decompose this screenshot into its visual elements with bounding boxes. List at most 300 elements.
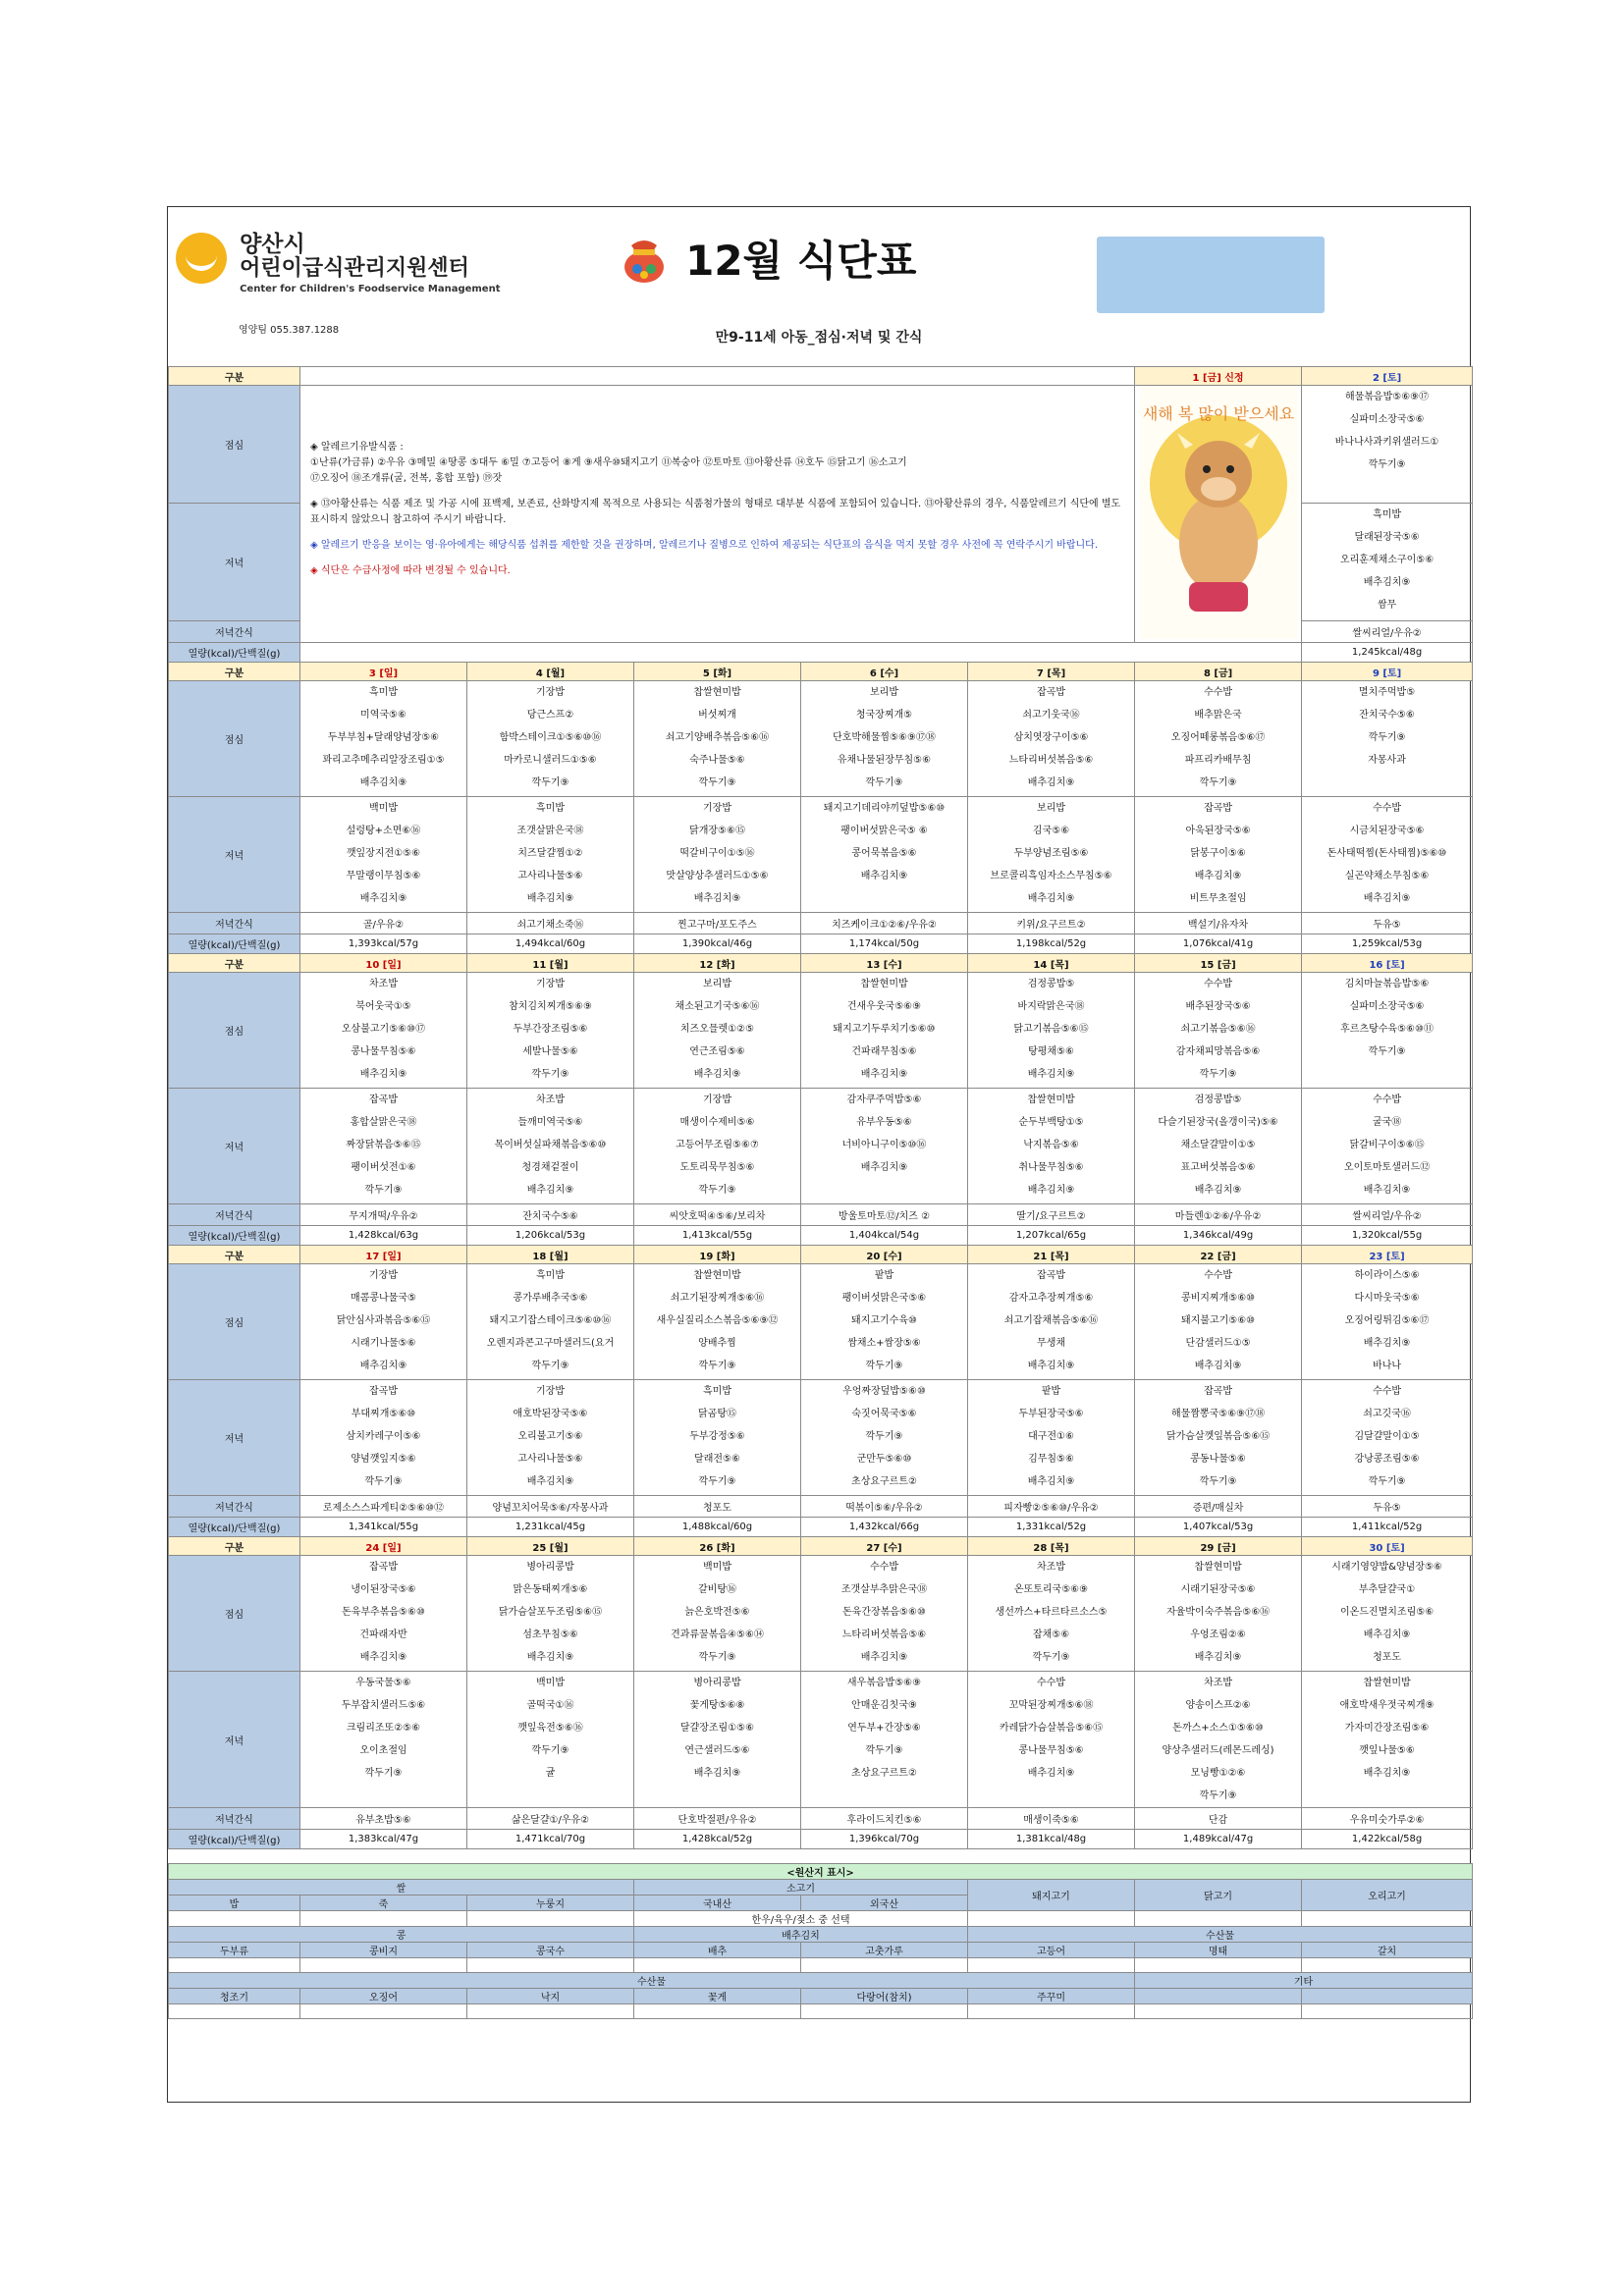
origin-mackerel: 고등어: [968, 1943, 1135, 1958]
snack-cell: 양념꼬치어묵⑤⑥/자몽사과: [467, 1496, 634, 1518]
menu-item: 새우실질리소스볶음⑤⑥⑨⑫: [656, 1315, 779, 1326]
menu-item: 함박스테이크①⑤⑥⑩⑯: [499, 732, 602, 743]
menu-item: 달걀장조림①⑤⑥: [679, 1723, 755, 1734]
ox-illustration-icon: [1140, 386, 1297, 639]
nutrition-cell: 1,390kcal/46g: [634, 934, 801, 954]
menu-item: 배추김치⑨: [1194, 1185, 1242, 1196]
menu-item: 조갯살맑은국⑱: [516, 826, 584, 836]
date-header: 22 [금]: [1135, 1246, 1302, 1264]
logo-line2: 어린이급식관리지원센터: [240, 256, 469, 281]
menu-item: 다시마웃국⑤⑥: [1354, 1293, 1420, 1304]
menu-cell: [467, 1264, 634, 1380]
menu-cell: [300, 797, 467, 913]
menu-item: 꼬막된장찌개⑤⑥⑱: [1008, 1700, 1094, 1711]
menu-item: 닭가슴살포두조림⑤⑥⑮: [498, 1607, 603, 1618]
menu-item: 검정콩밥⑤: [1027, 979, 1075, 989]
menu-item: 두부잡치샐러드⑤⑥: [341, 1700, 426, 1711]
menu-item: 팽이버섯맑은국⑤⑥: [841, 1293, 927, 1304]
allergy-notice: [300, 386, 1135, 643]
menu-cell: [634, 1089, 801, 1204]
menu-item: 찹쌀현미밥: [1027, 1095, 1075, 1105]
menu-cell: [467, 1089, 634, 1204]
allergy-advice: ◈ 알레르기 반응을 보이는 영·유아에게는 해당식품 섭취를 제한할 것을 권장하며, 알레르기나 질병으로 인하여 제공되는 식단표의 음식을 먹지 못할 경우 사전에 꼭 연락주시기 바랍니다.: [310, 539, 1098, 551]
menu-item: 찹쌀현미밥: [693, 687, 741, 698]
menu-item: 깻잎장지전①⑤⑥: [346, 848, 421, 859]
menu-cell: [801, 681, 968, 797]
menu-item: 탕평채⑤⑥: [1028, 1046, 1074, 1057]
menu-item: 깍두기⑨: [1032, 1652, 1070, 1663]
menu-item: 차조밥: [1037, 1562, 1066, 1573]
menu-item: 찹쌀현미밥: [1194, 1562, 1242, 1573]
menu-item: 배추김치⑨: [359, 1069, 407, 1080]
origin-chicken: 닭고기: [1135, 1880, 1302, 1911]
label-snack: 저녁간식: [169, 1204, 300, 1226]
menu-item: 참치김치찌개⑤⑥⑨: [509, 1001, 592, 1012]
menu-cell: [300, 973, 467, 1089]
menu-item: 섬초무침⑤⑥: [522, 1629, 578, 1640]
menu-item: 쇠고기볶음⑤⑥⑯: [1180, 1024, 1256, 1035]
menu-item: 건파래무침⑤⑥: [851, 1046, 917, 1057]
menu-item: 차조밥: [536, 1095, 565, 1105]
menu-item: 병아리콩밥: [693, 1678, 741, 1688]
label-gubun: 구분: [169, 1246, 300, 1264]
menu-item: 연근조림⑤⑥: [689, 1046, 745, 1057]
menu-item: 두부간장조림⑤⑥: [513, 1024, 588, 1035]
menu-item: 돼지고기두루치기⑤⑥⑩: [833, 1024, 936, 1035]
date-header: 14 [목]: [968, 954, 1135, 973]
menu-item: 콩비지찌개⑤⑥⑩: [1180, 1293, 1256, 1304]
menu-item: 고사리나물⑤⑥: [517, 1454, 583, 1465]
menu-item: 골떡국①⑯: [526, 1700, 574, 1711]
menu-item: 도토리묵무침⑤⑥: [679, 1162, 755, 1173]
menu-item: 취나물무침⑤⑥: [1018, 1162, 1084, 1173]
menu-item: 닭곰탕⑮: [698, 1409, 736, 1419]
menu-item: 너비아니구이⑤⑩⑯: [841, 1140, 927, 1150]
snack-cell: 찐고구마/포도주스: [634, 913, 801, 934]
menu-item: 찹쌀현미밥: [1363, 1678, 1411, 1688]
origin-bean: 콩: [169, 1927, 634, 1943]
menu-cell: [1135, 681, 1302, 797]
menu-item: 청국장찌개⑤: [855, 710, 913, 721]
menu-cell: [801, 1089, 968, 1204]
menu-cell: [968, 1264, 1135, 1380]
date-header: 12 [화]: [634, 954, 801, 973]
menu-sheet: [167, 206, 1471, 2103]
snack-cell: 골/우유②: [300, 913, 467, 934]
menu-item: 깍두기⑨: [364, 1768, 403, 1779]
date-header: 25 [월]: [467, 1537, 634, 1556]
date-header: 24 [일]: [300, 1537, 467, 1556]
menu-item: 두부부침+달래양념장⑤⑥: [327, 732, 440, 743]
menu-item: 배추김치⑨: [526, 1652, 574, 1663]
menu-item: 느타리버섯볶음⑤⑥: [841, 1629, 927, 1640]
menu-item: 채소달걀말이①⑤: [1180, 1140, 1256, 1150]
menu-item: 검정콩밥⑤: [1194, 1095, 1242, 1105]
origin-title: <원산지 표시>: [169, 1864, 1473, 1880]
menu-item: 두부강정⑤⑥: [689, 1431, 745, 1442]
menu-item: 버섯찌개: [698, 710, 736, 721]
date-header: 23 [토]: [1302, 1246, 1473, 1264]
menu-item: 마카로니샐러드①⑤⑥: [504, 755, 597, 766]
label-snack: 저녁간식: [169, 620, 300, 642]
date-header: 21 [목]: [968, 1246, 1135, 1264]
menu-item: 닭가슴살껫잎볶음⑤⑥⑮: [1165, 1431, 1271, 1442]
menu-item: 떡갈비구이①⑤⑯: [679, 848, 755, 859]
sulfite-notice: ◈ ⑬아황산류는 식품 제조 및 가공 시에 표백제, 보존료, 산화방지제 목적으로 사용되는 식품첨가물의 형태로 대부분 식품에 포함되어 있습니다. ⑬아황산류의 경우, 식품알레르기 식단에 별도 표시하지 않았으니 참고하여 주시기 바랍니다.: [310, 498, 1121, 525]
menu-item: 시래기영양밥&양념장⑤⑥: [1331, 1562, 1442, 1573]
menu-item: 콩나물무침⑤⑥: [1018, 1745, 1084, 1756]
menu-cell: [467, 1380, 634, 1496]
menu-cell: [801, 973, 968, 1089]
nutrition-cell: 1,413kcal/55g: [634, 1226, 801, 1246]
menu-item: 배추김치⑨: [1363, 1338, 1411, 1349]
menu-item: 배추김치⑨: [693, 1069, 741, 1080]
menu-cell: [467, 681, 634, 797]
nutrition-cell: 1,245kcal/48g: [1302, 643, 1473, 663]
origin-cabbage: 배추: [634, 1943, 801, 1958]
date-header: 20 [수]: [801, 1246, 968, 1264]
menu-item: 배추김치⑨: [860, 871, 908, 881]
menu-item: 찹쌀현미밥: [860, 979, 908, 989]
origin-seafood: 수산물: [169, 1973, 1135, 1989]
label-lunch: 점심: [169, 386, 300, 504]
menu-item: 배추김치⑨: [1363, 1629, 1411, 1640]
menu-cell: [467, 1556, 634, 1672]
snack-cell: 두유⑤: [1302, 1496, 1473, 1518]
menu-item: 닭개장⑤⑥⑮: [689, 826, 745, 836]
date-header: 30 [토]: [1302, 1537, 1473, 1556]
menu-item: 감자채피망볶음⑤⑥: [1175, 1046, 1261, 1057]
snack-cell: 증편/매실차: [1135, 1496, 1302, 1518]
menu-item: 감자고추장찌개⑤⑥: [1008, 1293, 1094, 1304]
menu-item: 깍두기⑨: [865, 1361, 903, 1371]
menu-item: 수수밥: [1037, 1678, 1066, 1688]
menu-item: 배추김치⑨: [1194, 1652, 1242, 1663]
snack-cell: 키위/요구르트②: [968, 913, 1135, 934]
menu-cell: [801, 1264, 968, 1380]
menu-item: 수수밥: [1373, 803, 1402, 814]
menu-cell: [300, 681, 467, 797]
menu-item: 늙은호박전⑤⑥: [684, 1607, 750, 1618]
origin-pollock: 명태: [1135, 1943, 1302, 1958]
menu-item: 두부된장국⑤⑥: [1018, 1409, 1084, 1419]
snack-cell: 유부초밥⑤⑥: [300, 1808, 467, 1830]
menu-item: 잡곡밥: [1037, 1270, 1066, 1281]
menu-item: 깍두기⑨: [531, 1361, 569, 1371]
menu-item: 양송이스프②⑥: [1185, 1700, 1251, 1711]
menu-item: 깍두기⑨: [531, 1745, 569, 1756]
menu-item: 깍두기⑨: [865, 1431, 903, 1442]
label-dinner: 저녁: [169, 1380, 300, 1496]
menu-item: 흑미밥: [536, 803, 565, 814]
label-nutrition: 열량(kcal)/단백질(g): [169, 1830, 300, 1849]
menu-item: 깍두기⑨: [1199, 1069, 1237, 1080]
nutrition-cell: 1,489kcal/47g: [1135, 1830, 1302, 1849]
menu-cell: [968, 1556, 1135, 1672]
menu-item: 깍두기⑨: [1199, 1790, 1237, 1801]
menu-item: 백미밥: [536, 1678, 565, 1688]
menu-cell: [300, 1264, 467, 1380]
label-dinner: 저녁: [169, 797, 300, 913]
menu-item: 꽈리고추메추리알장조림①⑤: [322, 755, 445, 766]
menu-item: 낙지볶음⑤⑥: [1023, 1140, 1079, 1150]
snack-cell: 딸기/요구르트②: [968, 1204, 1135, 1226]
snack-cell: 매생이죽⑤⑥: [968, 1808, 1135, 1830]
menu-item: 잡곡밥: [369, 1386, 398, 1397]
date-header: 11 [월]: [467, 954, 634, 973]
menu-item: 돈사태떡찜(돈사태찜)⑤⑥⑩: [1326, 848, 1447, 859]
origin-foreign: 외국산: [801, 1896, 968, 1911]
menu-cell: [634, 797, 801, 913]
menu-item: 깍두기⑨: [698, 777, 736, 788]
menu-item: 삼치카레구이⑤⑥: [346, 1431, 421, 1442]
menu-item: 잡곡밥: [1037, 687, 1066, 698]
date-header: 28 [목]: [968, 1537, 1135, 1556]
menu-item: 단감샐러드①⑤: [1185, 1338, 1251, 1349]
menu-item: 수수밥: [1204, 979, 1233, 989]
center-logo: [176, 233, 500, 294]
date-header: 27 [수]: [801, 1537, 968, 1556]
menu-item: 단호박해물찜⑤⑥⑨⑰⑱: [833, 732, 936, 743]
snack-cell: 피자빵②⑤⑥⑩/우유②: [968, 1496, 1135, 1518]
nutrition-cell: 1,432kcal/66g: [801, 1518, 968, 1537]
nutrition-cell: 1,320kcal/55g: [1302, 1226, 1473, 1246]
menu-item: 쇠고기양배추볶음⑤⑥⑯: [665, 732, 770, 743]
nutrition-cell: 1,396kcal/70g: [801, 1830, 968, 1849]
nutrition-cell: 1,381kcal/48g: [968, 1830, 1135, 1849]
header: [168, 207, 1470, 366]
image-caption: 새해 복 많이 받으세요: [1142, 404, 1294, 423]
menu-item: 깍두기⑨: [1199, 777, 1237, 788]
nutrition-cell: 1,404kcal/54g: [801, 1226, 968, 1246]
menu-item: 유채나물된장무침⑤⑥: [837, 755, 932, 766]
nutrition-cell: 1,488kcal/60g: [634, 1518, 801, 1537]
nutrition-cell: 1,393kcal/57g: [300, 934, 467, 954]
allergy-title: ◈ 알레르기유발식품 :: [310, 441, 404, 453]
date-header: 9 [토]: [1302, 663, 1473, 681]
menu-item: 닭봉구이⑤⑥: [1190, 848, 1246, 859]
menu-cell: [1135, 1672, 1302, 1808]
menu-item: 채소된고기국⑤⑥⑯: [675, 1001, 760, 1012]
menu-item: 맑은동태찌개⑤⑥: [513, 1584, 588, 1595]
menu-item: 깍두기⑨: [698, 1652, 736, 1663]
menu-item: 차조밥: [1204, 1678, 1233, 1688]
menu-cell: 흑미밥 달래된장국⑤⑥ 오리훈제채소구이⑤⑥ 배추김치⑨ 쌈무: [1302, 503, 1473, 620]
menu-cell: [1302, 1089, 1473, 1204]
origin-hairtail: 갈치: [1302, 1943, 1473, 1958]
menu-item: 기장밥: [703, 1095, 731, 1105]
nutrition-cell: 1,331kcal/52g: [968, 1518, 1135, 1537]
menu-item: 굴국⑱: [1372, 1117, 1402, 1128]
menu-item: 수수밥: [1204, 687, 1233, 698]
menu-item: 보리밥: [870, 687, 898, 698]
menu-item: 목이버섯실파채볶음⑤⑥⑩: [494, 1140, 607, 1150]
menu-item: 숙짓어묵국⑤⑥: [851, 1409, 917, 1419]
menu-item: 돼지고기데리야끼덮밥⑤⑥⑩: [823, 803, 946, 814]
date-header: 19 [화]: [634, 1246, 801, 1264]
menu-item: 설렁탕+소면⑥⑯: [346, 826, 421, 836]
label-gubun: 구분: [169, 367, 300, 386]
menu-cell: [968, 1089, 1135, 1204]
menu-cell: [1135, 797, 1302, 913]
menu-item: 돼지고기수육⑩: [851, 1315, 917, 1326]
menu-item: 양념깻잎지⑤⑥: [351, 1454, 416, 1465]
menu-item: 모닝빵①②⑥: [1190, 1768, 1246, 1779]
menu-item: 깍두기⑨: [698, 1185, 736, 1196]
menu-item: 바지락맑은국⑱: [1017, 1001, 1085, 1012]
menu-cell: [1302, 973, 1473, 1089]
origin-pork: 돼지고기: [968, 1880, 1135, 1911]
nutrition-cell: 1,341kcal/55g: [300, 1518, 467, 1537]
nutrition-cell: 1,076kcal/41g: [1135, 934, 1302, 954]
menu-item: 시래기된장국⑤⑥: [1180, 1584, 1256, 1595]
menu-item: 배추김치⑨: [1194, 871, 1242, 881]
menu-item: 배추김치⑨: [1363, 1768, 1411, 1779]
menu-item: 새우볶음밥⑤⑥⑨: [846, 1678, 922, 1688]
lucky-bag-icon: [618, 232, 671, 285]
nutrition-cell: 1,407kcal/53g: [1135, 1518, 1302, 1537]
logo-line1: 양산시: [240, 232, 305, 257]
menu-item: 수수밥: [870, 1562, 898, 1573]
origin-etc: 기타: [1135, 1973, 1473, 1989]
menu-cell: [467, 797, 634, 913]
menu-item: 표고버섯볶음⑤⑥: [1180, 1162, 1256, 1173]
menu-item: 쇠고깃국⑯: [1363, 1409, 1411, 1419]
menu-item: 배추김치⑨: [1027, 1476, 1075, 1487]
menu-item: 배추김치⑨: [359, 1361, 407, 1371]
menu-item: 배추김치⑨: [860, 1069, 908, 1080]
label-snack: 저녁간식: [169, 1808, 300, 1830]
menu-item: 북어웃국①⑤: [355, 1001, 411, 1012]
title-area: [618, 229, 916, 288]
menu-cell: [1135, 1264, 1302, 1380]
label-gubun: 구분: [169, 1537, 300, 1556]
menu-cell: [300, 1672, 467, 1808]
menu-cell: [1302, 1380, 1473, 1496]
menu-item: 잔치국수⑤⑥: [1359, 710, 1415, 721]
menu-item: 잡곡밥: [1204, 803, 1233, 814]
origin-bap: 밥: [169, 1896, 300, 1911]
menu-item: 배추김치⑨: [1027, 1361, 1075, 1371]
menu-item: 기장밥: [536, 1386, 565, 1397]
menu-item: 깍두기⑨: [1368, 1476, 1406, 1487]
menu-cell: [968, 681, 1135, 797]
menu-cell: [801, 1672, 968, 1808]
nutrition-cell: 1,471kcal/70g: [467, 1830, 634, 1849]
menu-item: 다슬기된장국(올갱이국)⑤⑥: [1158, 1117, 1278, 1128]
menu-item: 유부우동⑤⑥: [856, 1117, 912, 1128]
date-header: 29 [금]: [1135, 1537, 1302, 1556]
menu-item: 오징어링튀김⑤⑥⑰: [1344, 1315, 1430, 1326]
menu-item: 후르츠탕수육⑤⑥⑩⑪: [1340, 1024, 1434, 1035]
menu-item: 청경채겉절이: [521, 1162, 579, 1173]
snack-cell: 떡볶이⑤⑥/우유②: [801, 1496, 968, 1518]
origin-item: 청조기: [169, 1989, 300, 2004]
date-header: 26 [화]: [634, 1537, 801, 1556]
smile-logo-icon: [176, 233, 227, 284]
nutrition-cell: 1,174kcal/50g: [801, 934, 968, 954]
menu-item: 콩동나물⑤⑥: [1190, 1454, 1246, 1465]
menu-item: 기장밥: [536, 687, 565, 698]
menu-item: 보리밥: [703, 979, 731, 989]
menu-item: 자율박이숙주볶음⑤⑥⑯: [1165, 1607, 1271, 1618]
origin-item: 오징어: [300, 1989, 467, 2004]
menu-item: 브로콜리흑임자소스무침⑤⑥: [990, 871, 1112, 881]
allergy-list: ①난류(가금류) ②우유 ③메밀 ④땅콩 ⑤대두 ⑥밀 ⑦고등어 ⑧게 ⑨새우⑩돼지고기 ⑪복숭아 ⑫토마토 ⑬아황산류 ⑭호두 ⑮닭고기 ⑯소고기: [310, 456, 907, 468]
nutrition-cell: 1,383kcal/47g: [300, 1830, 467, 1849]
menu-item: 배추김치⑨: [1027, 1069, 1075, 1080]
nutrition-cell: 1,428kcal/52g: [634, 1830, 801, 1849]
menu-item: 크림리조또②⑤⑥: [346, 1723, 421, 1734]
menu-cell: [634, 973, 801, 1089]
origin-kimchi: 배추김치: [634, 1927, 968, 1943]
menu-item: 오이초절임: [359, 1745, 407, 1756]
menu-item: 우동국물⑤⑥: [355, 1678, 411, 1688]
menu-item: 오이토마토샐러드⑫: [1343, 1162, 1431, 1173]
menu-item: 무말랭이무침⑤⑥: [346, 871, 421, 881]
menu-item: 오삼불고기⑤⑥⑩⑰: [341, 1024, 426, 1035]
menu-item: 배추김치⑨: [1194, 1361, 1242, 1371]
label-snack: 저녁간식: [169, 913, 300, 934]
date-header: 16 [토]: [1302, 954, 1473, 973]
change-notice: ◈ 식단은 수급사정에 따라 변경될 수 있습니다.: [310, 564, 511, 576]
menu-item: 흑미밥: [536, 1270, 565, 1281]
date-header: 7 [목]: [968, 663, 1135, 681]
menu-cell: [300, 1089, 467, 1204]
menu-item: 오리불고기⑤⑥: [517, 1431, 583, 1442]
label-dinner: 저녁: [169, 1089, 300, 1204]
origin-table: [168, 1863, 1473, 2019]
menu-item: 김치마늘볶음밥⑤⑥: [1344, 979, 1430, 989]
menu-item: 김달걀말이①⑤: [1354, 1431, 1420, 1442]
origin-nurungji: 누룽지: [467, 1896, 634, 1911]
menu-item: 들깨미역국⑤⑥: [517, 1117, 583, 1128]
menu-item: 돼지불고기⑤⑥⑩: [1180, 1315, 1256, 1326]
date-header: 5 [화]: [634, 663, 801, 681]
menu-item: 양배추찜: [698, 1338, 736, 1349]
snack-cell: 두유⑤: [1302, 913, 1473, 934]
origin-kongbiji: 콩비지: [300, 1943, 467, 1958]
menu-item: 흑미밥: [703, 1386, 731, 1397]
origin-beef: 소고기: [634, 1880, 968, 1896]
menu-item: 실곤약채소무침⑤⑥: [1344, 871, 1430, 881]
menu-item: 숙주나물⑤⑥: [689, 755, 745, 766]
nutrition-cell: 1,346kcal/49g: [1135, 1226, 1302, 1246]
nutrition-cell: 1,231kcal/45g: [467, 1518, 634, 1537]
menu-item: 배추김치⑨: [359, 893, 407, 904]
menu-cell: [467, 1672, 634, 1808]
menu-item: 깍두기⑨: [1199, 1476, 1237, 1487]
menu-item: 세발나물⑤⑥: [522, 1046, 578, 1057]
menu-item: 치즈오믈렛①②⑤: [679, 1024, 755, 1035]
menu-item: 팽이버섯맑은국⑤ ⑥: [840, 826, 928, 836]
menu-item: 맛살양상추샐러드①⑤⑥: [666, 871, 769, 881]
origin-duck: 오리고기: [1302, 1880, 1473, 1911]
menu-item: 냉이된장국⑤⑥: [351, 1584, 416, 1595]
snack-cell: 씨앗호떡④⑤⑥/보리차: [634, 1204, 801, 1226]
menu-item: 바나나: [1373, 1361, 1402, 1371]
menu-item: 기장밥: [369, 1270, 398, 1281]
phone-number: 영양팀 055.387.1288: [239, 325, 340, 336]
menu-item: 돈육부추볶음⑤⑥⑩: [342, 1607, 425, 1618]
menu-item: 안매운김칫국⑨: [851, 1700, 917, 1711]
label-nutrition: 열량(kcal)/단백질(g): [169, 934, 300, 954]
menu-item: 차조밥: [369, 979, 398, 989]
menu-item: 닭갈비구이⑤⑥⑮: [1349, 1140, 1425, 1150]
menu-cell: [801, 1556, 968, 1672]
blurred-box: [1097, 237, 1325, 313]
menu-item: 배추김치⑨: [359, 1652, 407, 1663]
